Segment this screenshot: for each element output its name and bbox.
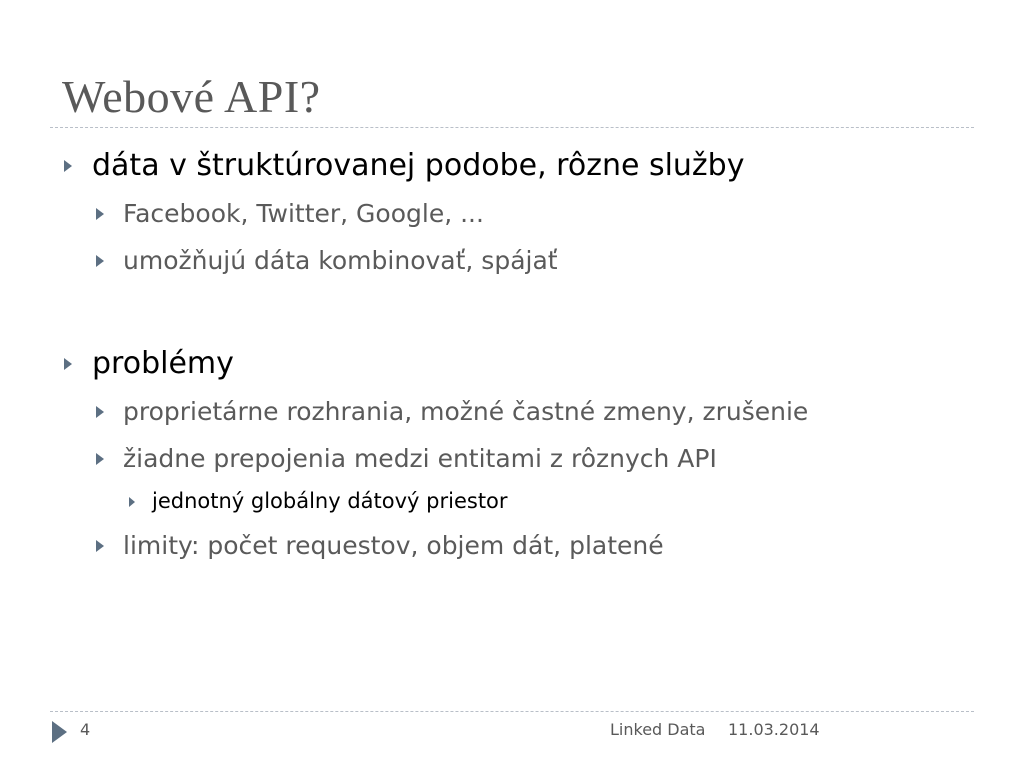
triangle-footer-icon (52, 721, 67, 743)
footer-date: 11.03.2014 (728, 720, 820, 739)
triangle-bullet-icon (96, 540, 104, 552)
triangle-bullet-icon (129, 497, 135, 507)
page-number: 4 (80, 720, 91, 739)
title-divider (50, 127, 974, 128)
footer-topic: Linked Data (610, 720, 706, 739)
slide-title: Webové API? (62, 71, 321, 122)
bullet-level2: limity: počet requestov, objem dát, platené (123, 531, 664, 560)
bullet-level2: Facebook, Twitter, Google, ... (123, 199, 484, 228)
bullet-level2: žiadne prepojenia medzi entitami z rôznych API (123, 444, 717, 473)
triangle-bullet-icon (64, 358, 72, 370)
footer-divider (50, 711, 974, 712)
bullet-level2: proprietárne rozhrania, možné častné zmeny, zrušenie (123, 397, 809, 426)
bullet-level1: problémy (92, 346, 234, 381)
bullet-level3: jednotný globálny dátový priestor (152, 489, 508, 513)
bullet-level1: dáta v štruktúrovanej podobe, rôzne služby (92, 148, 745, 183)
triangle-bullet-icon (96, 406, 104, 418)
triangle-bullet-icon (96, 255, 104, 267)
triangle-bullet-icon (96, 453, 104, 465)
bullet-level2: umožňujú dáta kombinovať, spájať (123, 246, 558, 275)
triangle-bullet-icon (96, 208, 104, 220)
triangle-bullet-icon (64, 160, 72, 172)
